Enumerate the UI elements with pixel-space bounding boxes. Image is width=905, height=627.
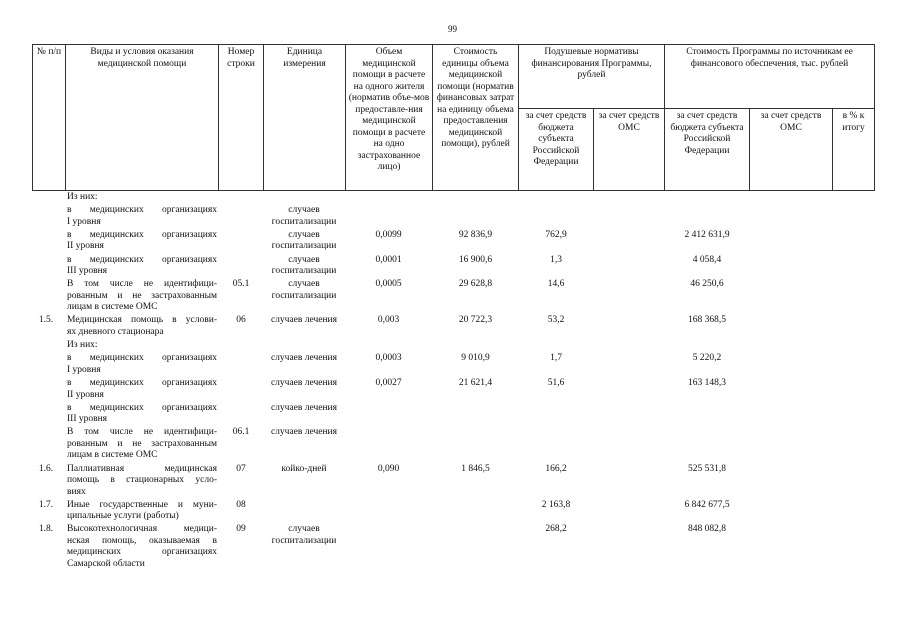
row-unit: случаев госпитализации (271, 229, 337, 252)
row-name-line: в медицинских организациях (67, 402, 217, 413)
table-row (32, 500, 874, 525)
row-unit: случаев госпитализации (271, 524, 337, 546)
header-pr-budget: за счет средств бюджета субъекта Российской Федерации (665, 109, 750, 191)
row-cost: 9 010,9 (461, 353, 490, 364)
row-name-line: нская помощь, оказываемая в (67, 535, 217, 546)
row-unit: случаев лечения (270, 353, 338, 364)
row-volume: 0,0003 (375, 353, 402, 364)
header-name: Виды и условия оказания медицинской помощи (66, 45, 219, 191)
row-name-line: в медицинских организациях (67, 378, 217, 388)
row-name-line: В том числе не идентифици- (67, 279, 217, 290)
table-row (32, 279, 874, 315)
page-number: 99 (448, 24, 457, 34)
row-volume: 0,0099 (375, 229, 402, 240)
header-per-capita: Подушевые нормативы финансирования Программы, рублей (519, 45, 665, 109)
row-name-line: в медицинских организациях (67, 254, 217, 265)
row-name (67, 340, 217, 352)
header-pr-oms: за счет средств ОМС (750, 109, 833, 191)
table-row (32, 230, 874, 255)
table-row (32, 378, 874, 403)
row-per-capita-budget: 51,6 (547, 378, 565, 388)
row-unit: случаев лечения (270, 378, 338, 388)
row-unit: случаев госпитализации (271, 279, 337, 301)
row-number: 1.5. (38, 315, 54, 326)
row-code: 09 (236, 524, 246, 535)
row-name (67, 378, 217, 401)
row-cost: 1 846,5 (461, 463, 490, 474)
row-code: 08 (236, 499, 246, 510)
row-name-line: II уровня (67, 241, 104, 252)
row-code: 07 (236, 463, 246, 474)
row-name-line: Из них: (67, 192, 98, 202)
table-row (32, 427, 874, 463)
row-name-line: Самарской области (67, 558, 145, 569)
row-name-line: в медицинских организациях (67, 229, 217, 240)
row-program-budget: 2 412 631,9 (684, 229, 730, 240)
row-name-line: II уровня (67, 389, 104, 400)
row-program-budget: 5 220,2 (692, 353, 722, 364)
row-unit: случаев лечения (270, 402, 338, 413)
row-name (67, 500, 217, 523)
table-row (32, 464, 874, 500)
row-volume: 0,0001 (375, 254, 402, 265)
row-program-budget: 163 148,3 (688, 378, 726, 388)
header-pr-pct: в % к итогу (833, 109, 875, 191)
table-row (32, 524, 874, 572)
row-per-capita-budget: 14,6 (547, 279, 565, 290)
row-name (67, 464, 217, 499)
row-per-capita-budget: 1,7 (550, 353, 562, 364)
row-name (67, 255, 217, 278)
row-name-line: I уровня (67, 216, 101, 227)
header-code: Номер строки (219, 45, 264, 191)
table-row (32, 315, 874, 340)
row-per-capita-budget: 762,9 (545, 229, 567, 240)
row-program-budget: 4 058,4 (692, 254, 722, 265)
row-unit: случаев лечения (270, 315, 338, 326)
row-name-line: виях (67, 486, 86, 497)
row-cost: 20 722,3 (458, 315, 493, 326)
row-per-capita-budget: 53,2 (547, 315, 565, 326)
row-name-line: ципальные услуги (работы) (67, 511, 179, 522)
header-pc-budget: за счет средств бюджета субъекта Российской Федерации (519, 109, 594, 191)
row-name-line: Высокотехнологичная медици- (67, 524, 217, 535)
row-name-line: Паллиативная медицинская (67, 463, 217, 474)
row-cost: 29 628,8 (458, 279, 493, 290)
row-name (67, 315, 217, 338)
row-name (67, 427, 217, 462)
row-volume: 0,0005 (375, 279, 402, 290)
row-code: 05.1 (232, 279, 250, 290)
row-name (67, 279, 217, 314)
row-per-capita-budget: 1,3 (550, 254, 562, 265)
row-program-budget: 6 842 677,5 (684, 499, 730, 510)
header-pc-oms: за счет средств ОМС (594, 109, 665, 191)
header-num: № п/п (33, 45, 66, 191)
table-row (32, 340, 874, 353)
row-unit: случаев лечения (270, 427, 338, 438)
row-name (67, 230, 217, 253)
row-number: 1.6. (38, 463, 54, 474)
row-name (67, 524, 217, 570)
row-name-line: Из них: (67, 340, 98, 351)
row-code: 06.1 (232, 427, 250, 438)
row-cost: 21 621,4 (458, 378, 493, 388)
row-volume: 0,003 (377, 315, 400, 326)
row-per-capita-budget: 2 163,8 (541, 499, 571, 510)
row-per-capita-budget: 166,2 (545, 463, 567, 474)
header-program-cost: Стоимость Программы по источникам ее финансового обеспечения, тыс. рублей (665, 45, 875, 109)
row-name-line: Медицинская помощь в услови- (67, 315, 217, 326)
row-name-line: В том числе не идентифици- (67, 427, 217, 438)
row-number: 1.7. (38, 499, 54, 510)
row-code: 06 (236, 315, 246, 326)
row-name-line: лицам в системе ОМС (67, 450, 158, 461)
table-row (32, 353, 874, 378)
row-name (67, 353, 217, 376)
row-name-line: в медицинских организациях (67, 353, 217, 364)
row-name-line: рованным и не застрахованным (67, 290, 217, 301)
row-program-budget: 168 368,5 (688, 315, 726, 326)
row-name-line: ях дневного стационара (67, 326, 164, 337)
row-program-budget: 848 082,8 (688, 524, 726, 535)
table-row (32, 205, 874, 230)
row-volume: 0,090 (377, 463, 400, 474)
table-row (32, 403, 874, 428)
row-unit: койко-дней (281, 463, 327, 474)
row-name (67, 192, 217, 204)
row-name-line: медицинских организациях (67, 547, 217, 558)
header-cost: Стоимость единицы объема медицинской помощи (норматив финансовых затрат на единицу объема предоставления медицинской помощи), рублей (433, 45, 519, 191)
row-number: 1.8. (38, 524, 54, 535)
row-volume: 0,0027 (375, 378, 402, 388)
row-name (67, 205, 217, 228)
row-cost: 16 900,6 (458, 254, 493, 265)
table-row (32, 192, 874, 205)
table-header (32, 44, 875, 191)
table-row (32, 255, 874, 280)
row-name-line: I уровня (67, 364, 101, 375)
row-name-line: в медицинских организациях (67, 205, 217, 216)
header-volume: Объем медицинской помощи в расчете на одного жителя (норматив объе-мов предоставле-ния медицинской помощи в расчете на одно застрахованное лицо) (346, 45, 433, 191)
row-name-line: помощь в стационарных усло- (67, 475, 217, 486)
row-unit: случаев госпитализации (271, 205, 337, 227)
row-name-line: Иные государственные и муни- (67, 499, 217, 510)
row-program-budget: 525 531,8 (688, 463, 726, 474)
row-cost: 92 836,9 (458, 229, 493, 240)
table-body (32, 192, 874, 572)
row-unit: случаев госпитализации (271, 254, 337, 277)
header-unit: Единица измерения (264, 45, 346, 191)
row-per-capita-budget: 268,2 (545, 524, 567, 535)
row-name-line: рованным и не застрахованным (67, 438, 217, 449)
row-name-line: III уровня (67, 266, 108, 277)
row-name (67, 403, 217, 426)
row-name-line: лицам в системе ОМС (67, 302, 158, 313)
row-name-line: III уровня (67, 414, 108, 425)
row-program-budget: 46 250,6 (690, 279, 724, 290)
